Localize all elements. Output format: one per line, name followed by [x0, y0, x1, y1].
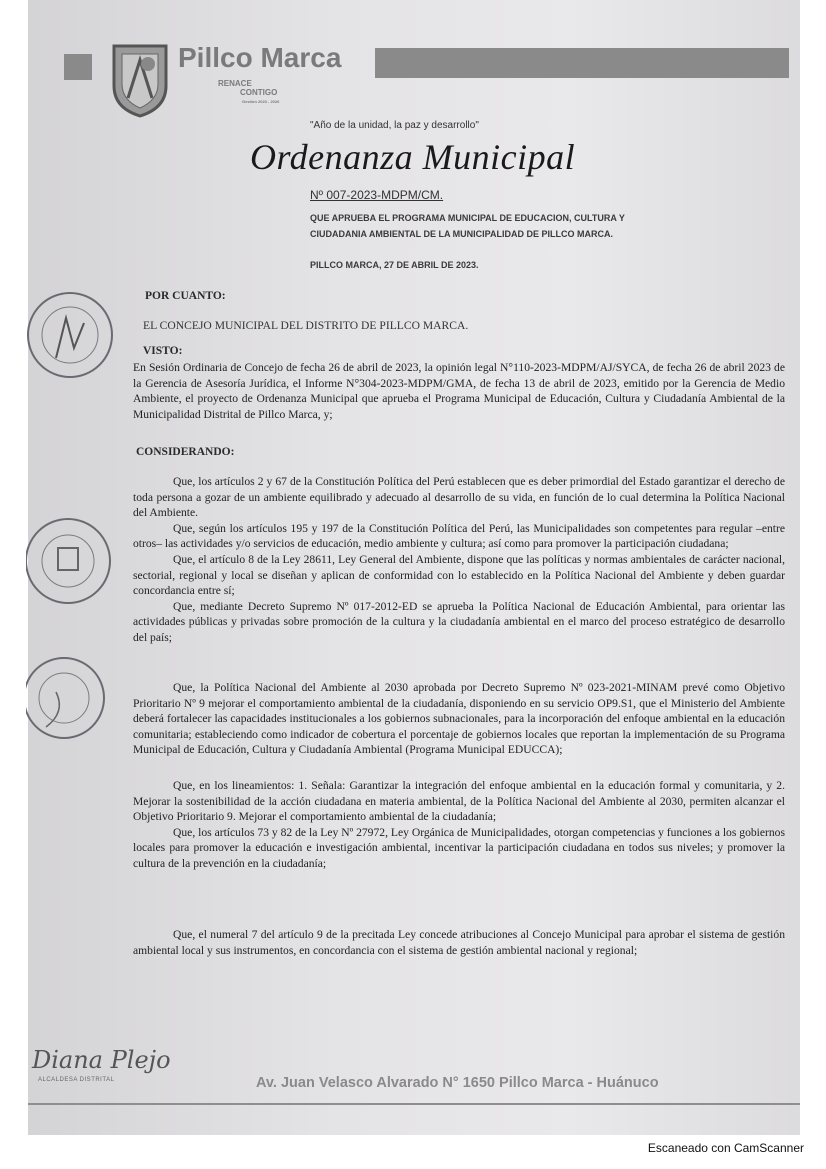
year-motto: "Año de la unidad, la paz y desarrollo" [310, 120, 479, 131]
brand-slogan-small: Gestión 2023 - 2026 [242, 99, 280, 104]
considerando-group-3 [133, 778, 785, 872]
considerando-group-4 [133, 927, 785, 958]
subject [310, 210, 625, 242]
brand-slogan-1: RENACE [218, 79, 252, 88]
por-cuanto-text: EL CONCEJO MUNICIPAL DEL DISTRITO DE PILLCO MARCA. [143, 319, 469, 332]
mayor-signature: Diana Plejo [32, 1046, 171, 1074]
brand-slogan-2: CONTIGO [240, 88, 278, 97]
paragraph: Que, el artículo 8 de la Ley 28611, Ley General del Ambiente, dispone que las políticas y normas ambientales de carácter nacional, sectorial, regional y local se diseñan y aplican de conformidad con lo establecido en la Política Nacional del Ambiente y deben guardar concordancia entre sí; [133, 552, 785, 598]
subject-line-1: QUE APRUEBA EL PROGRAMA MUNICIPAL DE EDUCACION, CULTURA Y [310, 213, 625, 223]
municipal-crest-logo [108, 38, 172, 118]
considerando-group-2 [133, 680, 785, 758]
signature-role: ALCALDESA DISTRITAL [38, 1077, 115, 1083]
por-cuanto-heading: POR CUANTO: [145, 290, 226, 302]
visto-text [133, 360, 785, 422]
paragraph: Que, según los artículos 195 y 197 de la Constitución Política del Perú, las Municipalidades son competentes para regular –entre otros– las actividades y/o servicios de educación, medio ambiente y cultura; así como para promover la participación ciudadana; [133, 521, 785, 551]
secretaria-seal-stamp [26, 652, 110, 744]
ordinance-number: Nº 007-2023-MDPM/CM. [310, 188, 444, 202]
subject-line-2: CIUDADANIA AMBIENTAL DE LA MUNICIPALIDAD DE PILLCO MARCA. [310, 229, 613, 239]
gerencia-seal-stamp [26, 516, 116, 606]
paragraph: Que, el numeral 7 del artículo 9 de la precitada Ley concede atribuciones al Concejo Municipal para aprobar el sistema de gestión ambiental local y sus instrumentos, en concordancia con el sistema de gestión ambiental nacional y regional; [133, 928, 785, 957]
paragraph: Que, en los lineamientos: 1. Señala: Garantizar la integración del enfoque ambiental en la educación formal y comunitaria, y 2. Mejorar la sostenibilidad de la acción ciudadana en materia ambiental, de la Política Nacional del Ambiente al 2030, permiten alcanzar el Objetivo Prioritario 9. Mejorar el comportamiento ambiental de la ciudadanía; [133, 779, 785, 824]
paragraph: Que, mediante Decreto Supremo Nº 017-2012-ED se aprueba la Política Nacional de Educación Ambiental, para orientar las actividades públicas y privadas sobre promoción de la cultura y la ciudadanía ambiental en el marco del proceso estratégico de desarrollo del país; [133, 599, 785, 644]
paragraph: Que, la Política Nacional del Ambiente al 2030 aprobada por Decreto Supremo Nº 023-2021-MINAM prevé como Objetivo Prioritario Nº 9 mejorar el comportamiento ambiental de la ciudadanía, disponiendo en su servicio OP9.S1, que el Ministerio del Ambiente deberá fortalecer las capacidades institucionales a los gobiernos subnacionales, para la incorporación del enfoque ambiental en la educación comunitaria; estableciendo como indicador de cobertura el porcentaje de gobiernos locales que reportan la implementación de su Programa Municipal de Educación, Cultura y Ciudadanía Ambiental (Programa Municipal EDUCCA); [133, 681, 785, 757]
paragraph: Que, los artículos 73 y 82 de la Ley Nº 27972, Ley Orgánica de Municipalidades, otorgan competencias y funciones a los gobiernos locales para promover la educación e investigación ambiental, incentivar la participación ciudadana en todos sus niveles; y promover la cultura de la prevención en la ciudadanía; [133, 825, 785, 870]
paragraph: Que, los artículos 2 y 67 de la Constitución Política del Perú establecen que es deber primordial del Estado garantizar el derecho de toda persona a gozar de un ambiente equilibrado y adecuado al desarrollo de su vida, en función de lo cual determina la Política Nacional del Ambiente. [133, 475, 785, 520]
considerando-heading: CONSIDERANDO: [136, 446, 235, 458]
visto-paragraph: En Sesión Ordinaria de Concejo de fecha 26 de abril de 2023, la opinión legal N°110-2023-MDPM/AJ/SYCA, de fecha 26 de abril 2023 de la Gerencia de Asesoría Jurídica, el Informe N°304-2023-MDPM/GMA, de fecha 13 de abril de 2023, emitido por la Gerencia de Medio Ambiente, el proyecto de Ordenanza Municipal que aprueba el Programa Municipal de Educación, Cultura y Ciudadanía Ambiental de la Municipalidad Distrital de Pillco Marca, y; [133, 361, 785, 421]
visto-heading: VISTO: [143, 345, 183, 357]
header-right-bar [375, 48, 789, 78]
footer-address: Av. Juan Velasco Alvarado N° 1650 Pillco Marca - Huánuco [256, 1075, 659, 1091]
municipal-seal-stamp [26, 288, 116, 383]
document-title: Ordenanza Municipal [250, 137, 576, 177]
brand-name: Pillco Marca [178, 42, 342, 73]
document-date: PILLCO MARCA, 27 DE ABRIL DE 2023. [310, 260, 479, 270]
considerando-group-1 [133, 474, 785, 646]
header-left-bar [64, 54, 92, 80]
camscanner-watermark: Escaneado con CamScanner [647, 1141, 804, 1155]
footer-divider [28, 1103, 800, 1105]
